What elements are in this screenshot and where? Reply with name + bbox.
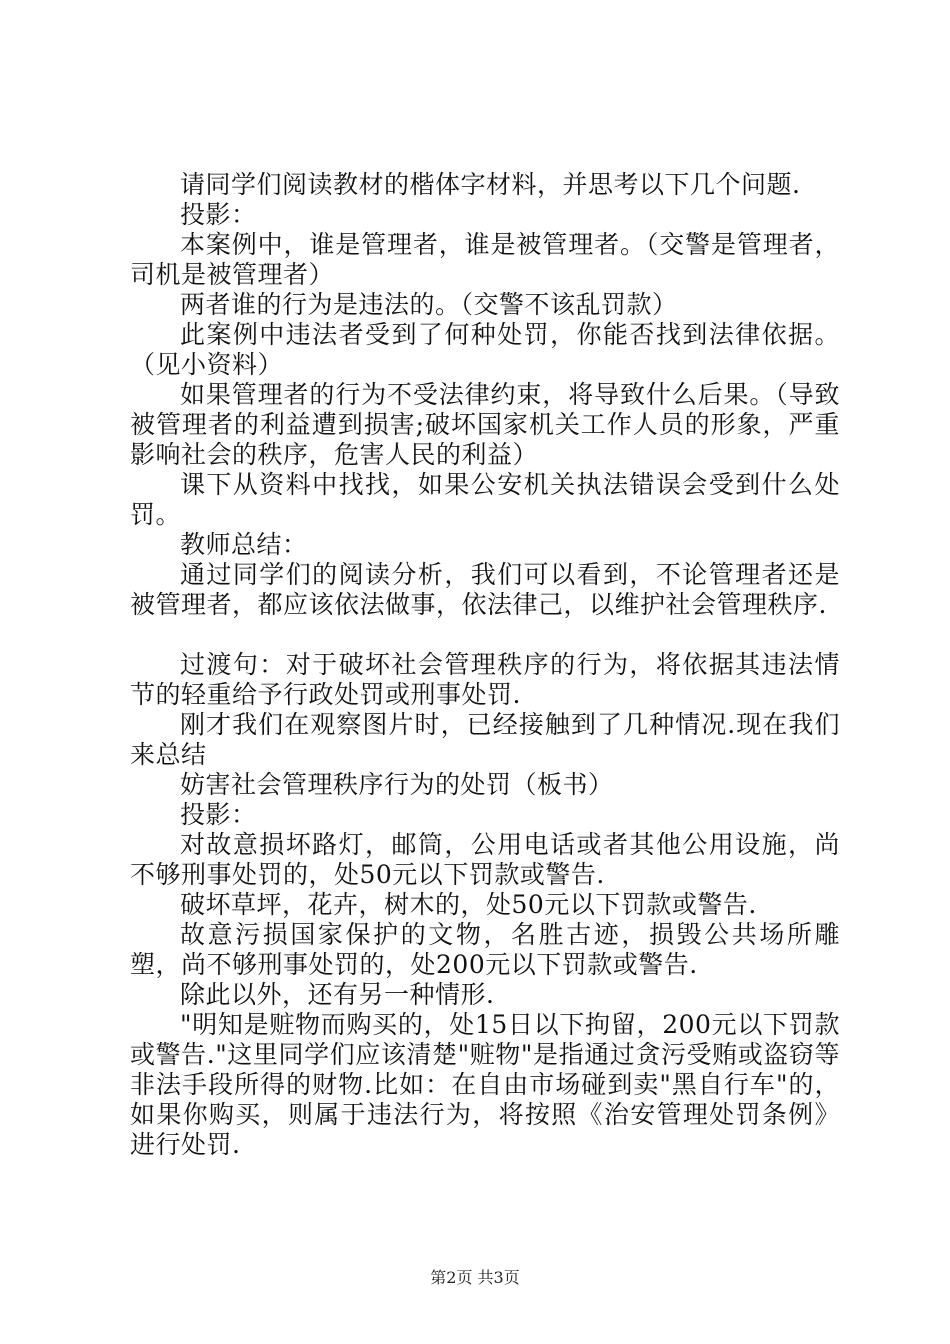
- paragraph: 通过同学们的阅读分析，我们可以看到，不论管理者还是被管理者，都应该依法做事，依法律己，以维护社会管理秩序.: [130, 560, 840, 619]
- paragraph: 破坏草坪，花卉，树木的，处50元以下罚款或警告.: [180, 890, 757, 919]
- paragraph: 请同学们阅读教材的楷体字材料，并思考以下几个问题.: [180, 170, 801, 199]
- paragraph: 此案例中违法者受到了何种处罚，你能否找到法律依据。（见小资料）: [130, 320, 840, 379]
- paragraph: 除此以外，还有另一种情形.: [180, 980, 495, 1009]
- paragraph: 本案例中，谁是管理者，谁是被管理者。（交警是管理者，司机是被管理者）: [130, 230, 840, 289]
- document-body: [130, 170, 840, 1160]
- paragraph: 刚才我们在观察图片时，已经接触到了几种情况.现在我们来总结: [130, 710, 840, 769]
- paragraph: "明知是赃物而购买的，处15日以下拘留，200元以下罚款或警告."这里同学们应该清楚"赃物"是指通过贪污受贿或盗窃等非法手段所得的财物.比如：在自由市场碰到卖"黑自行车"的，如果你购买，则属于违法行为，将按照《治安管理处罚条例》进行处罚.: [130, 1010, 840, 1159]
- paragraph: 对故意损坏路灯，邮筒，公用电话或者其他公用设施，尚不够刑事处罚的，处50元以下罚款或警告.: [130, 830, 840, 889]
- paragraph: 故意污损国家保护的文物，名胜古迹，损毁公共场所雕塑，尚不够刑事处罚的，处200元以下罚款或警告.: [130, 920, 840, 979]
- paragraph: 投影：: [180, 800, 257, 829]
- paragraph: 投影：: [180, 200, 257, 229]
- page-number-footer: 第2页 共3页: [430, 1268, 520, 1287]
- paragraph: 教师总结：: [180, 530, 308, 559]
- paragraph: 课下从资料中找找，如果公安机关执法错误会受到什么处罚。: [130, 470, 840, 529]
- paragraph: 两者谁的行为是违法的。（交警不该乱罚款）: [180, 290, 678, 319]
- paragraph: 妨害社会管理秩序行为的处罚（板书）: [180, 770, 614, 799]
- paragraph: 过渡句：对于破坏社会管理秩序的行为，将依据其违法情节的轻重给予行政处罚或刑事处罚.: [130, 650, 840, 709]
- paragraph-spacer: [130, 620, 840, 650]
- paragraph: 如果管理者的行为不受法律约束，将导致什么后果。（导致被管理者的利益遭到损害;破坏国家机关工作人员的形象，严重影响社会的秩序，危害人民的利益）: [130, 380, 840, 469]
